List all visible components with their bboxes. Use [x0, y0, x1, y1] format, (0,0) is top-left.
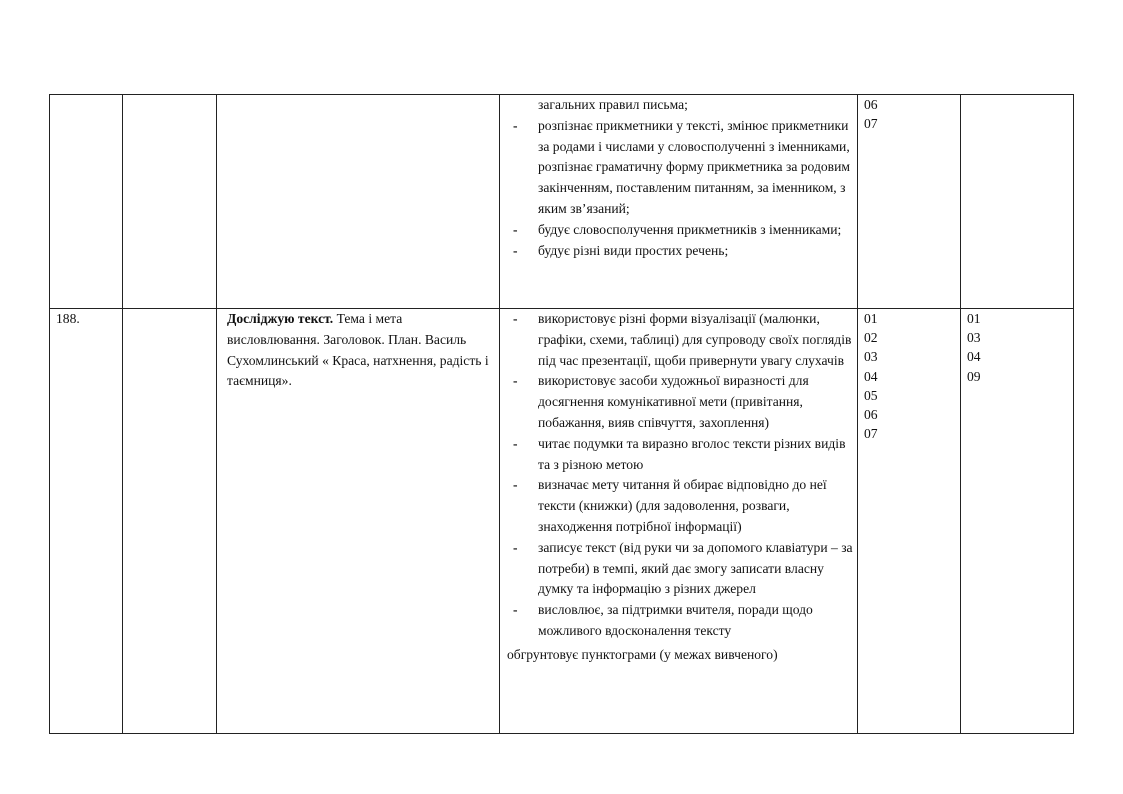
curriculum-table — [49, 94, 1074, 734]
outcome-item: - будує словосполучення прикметників з іменниками; — [500, 220, 853, 241]
learning-outcomes-cell — [500, 309, 858, 734]
outcome-codes-cell — [858, 95, 961, 309]
outcome-code: 02 — [864, 330, 878, 346]
table-row — [50, 309, 1074, 734]
outcome-item: - використовує засоби художньої виразності для досягнення комунікативної мети (привітання, побажання, вияв співчуття, захоплення) — [500, 371, 853, 433]
outcome-item: - визначає мету читання й обирає відповідно до неї тексти (книжки) (для задоволення, розваги, знаходження потрібної інформації) — [500, 475, 853, 537]
learning-outcomes-cell — [500, 95, 858, 309]
outcome-code: 07 — [864, 426, 878, 442]
topic-cell — [217, 309, 500, 734]
outcome-item: - розпізнає прикметники у тексті, змінює прикметники за родами і числами у словосполученні з іменниками, розпізнає граматичну форму прикметника за родовим закінченням, поставленим питанням, за іменником, з яким зв’язаний; — [500, 116, 853, 220]
competence-codes-cell — [961, 95, 1074, 309]
outcome-item: - висловлює, за підтримки вчителя, поради щодо можливого вдосконалення тексту — [500, 600, 853, 642]
competence-code: 03 — [967, 330, 981, 346]
outcome-code: 05 — [864, 387, 878, 403]
outcome-item: - читає подумки та виразно вголос тексти різних видів та з різною метою — [500, 434, 853, 476]
table-row — [50, 95, 1074, 309]
outcome-code: 07 — [864, 116, 878, 132]
outcome-code: 06 — [864, 97, 878, 112]
outcome-code: 01 — [864, 311, 878, 326]
outcome-code: 04 — [864, 368, 878, 384]
outcome-code: 06 — [864, 406, 878, 422]
outcome-item: - використовує різні форми візуалізації (малюнки, графіки, схеми, таблиці) для супроводу своїх поглядів під час презентації, щоби привернути увагу слухачів — [500, 309, 853, 371]
topic-text: Тема і мета висловлювання. Заголовок. План. Василь Сухомлинський « Краса, натхнення, радість і таємниця». — [227, 311, 489, 389]
outcome-item: - записує текст (від руки чи за допомого клавіатури – за потреби) в темпі, який дає змогу записати власну думку та інформацію з різних джерел — [500, 538, 853, 600]
competence-codes-cell — [961, 309, 1074, 734]
outcome-item: - будує різні види простих речень; — [500, 241, 853, 262]
competence-code: 01 — [967, 311, 981, 326]
lesson-number-cell: 188. — [50, 309, 123, 734]
competence-code: 04 — [967, 349, 981, 365]
outcome-item: загальних правил письма; — [538, 97, 688, 112]
outcome-code: 03 — [864, 349, 878, 365]
outcome-tail: обгрунтовує пунктограми (у межах вивченого) — [507, 646, 778, 662]
topic-cell — [217, 95, 500, 309]
competence-code: 09 — [967, 368, 981, 384]
topic-heading: Досліджую текст. — [227, 311, 334, 326]
outcome-codes-cell — [858, 309, 961, 734]
date-cell — [123, 309, 217, 734]
date-cell — [123, 95, 217, 309]
lesson-number-cell — [50, 95, 123, 309]
